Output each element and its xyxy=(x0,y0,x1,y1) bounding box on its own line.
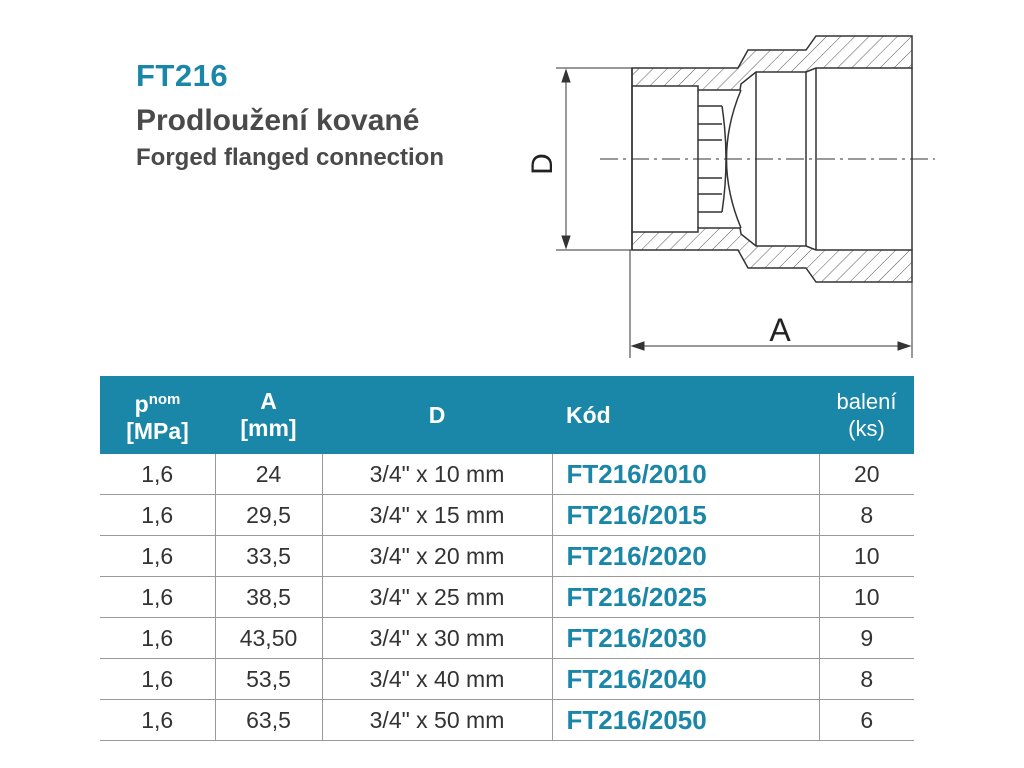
cell-package: 8 xyxy=(819,495,914,536)
cell-dimension-d: 3/4" x 10 mm xyxy=(322,454,552,495)
cell-length-a: 53,5 xyxy=(215,659,322,700)
cell-dimension-d: 3/4" x 25 mm xyxy=(322,577,552,618)
cell-code: FT216/2020 xyxy=(552,536,819,577)
title-english: Forged flanged connection xyxy=(136,144,445,171)
cell-pressure: 1,6 xyxy=(100,618,215,659)
lower-wall-section xyxy=(632,228,912,282)
dimension-d-label: D xyxy=(526,153,559,175)
table-row xyxy=(100,700,914,741)
upper-wall-section xyxy=(632,36,912,90)
cell-pressure: 1,6 xyxy=(100,577,215,618)
dimension-d xyxy=(556,68,632,250)
cell-pressure: 1,6 xyxy=(100,454,215,495)
cell-length-a: 29,5 xyxy=(215,495,322,536)
cell-dimension-d: 3/4" x 40 mm xyxy=(322,659,552,700)
cell-package: 6 xyxy=(819,700,914,741)
cell-code: FT216/2040 xyxy=(552,659,819,700)
cell-length-a: 63,5 xyxy=(215,700,322,741)
cell-length-a: 24 xyxy=(215,454,322,495)
cell-dimension-d: 3/4" x 20 mm xyxy=(322,536,552,577)
cell-pressure: 1,6 xyxy=(100,700,215,741)
header-code: Kód xyxy=(552,376,819,454)
header-package: balení (ks) xyxy=(819,376,914,454)
cell-dimension-d: 3/4" x 15 mm xyxy=(322,495,552,536)
cell-pressure: 1,6 xyxy=(100,536,215,577)
product-code: FT216 xyxy=(136,58,229,93)
cell-package: 10 xyxy=(819,536,914,577)
title-czech: Prodloužení kované xyxy=(136,104,420,137)
cell-package: 9 xyxy=(819,618,914,659)
table-row xyxy=(100,577,914,618)
cell-dimension-d: 3/4" x 50 mm xyxy=(322,700,552,741)
header-dimension-d: D xyxy=(322,376,552,454)
table-row xyxy=(100,454,914,495)
cell-package: 8 xyxy=(819,659,914,700)
cell-code: FT216/2030 xyxy=(552,618,819,659)
cell-code: FT216/2015 xyxy=(552,495,819,536)
table-row xyxy=(100,659,914,700)
cell-dimension-d: 3/4" x 30 mm xyxy=(322,618,552,659)
technical-drawing xyxy=(0,0,1024,370)
cell-code: FT216/2025 xyxy=(552,577,819,618)
cell-code: FT216/2010 xyxy=(552,454,819,495)
cell-code: FT216/2050 xyxy=(552,700,819,741)
header-length-a: A [mm] xyxy=(215,376,322,454)
table-row xyxy=(100,536,914,577)
header-pressure: $p^{nom}$ [MPa] xyxy=(100,376,215,454)
cell-package: 10 xyxy=(819,577,914,618)
table-row xyxy=(100,618,914,659)
table-row xyxy=(100,495,914,536)
cell-pressure: 1,6 xyxy=(100,495,215,536)
cell-length-a: 33,5 xyxy=(215,536,322,577)
cell-length-a: 38,5 xyxy=(215,577,322,618)
spec-table xyxy=(100,376,914,741)
table-header-row xyxy=(100,376,914,454)
dimension-a-label: A xyxy=(769,312,791,348)
cell-package: 20 xyxy=(819,454,914,495)
cell-pressure: 1,6 xyxy=(100,659,215,700)
cell-length-a: 43,50 xyxy=(215,618,322,659)
